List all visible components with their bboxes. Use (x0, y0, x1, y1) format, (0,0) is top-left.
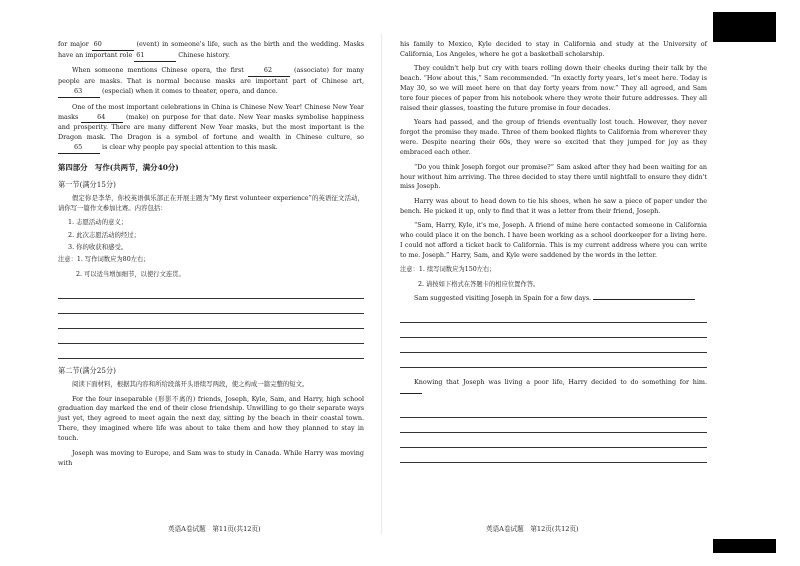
story-paragraph: Harry was about to head down to tie his shoes, when he saw a piece of paper under the bench. He picked it up, only to find that it was a letter from their friend, Joseph. (400, 196, 707, 215)
writing-line[interactable] (58, 329, 364, 344)
writing-line[interactable] (58, 284, 364, 299)
writing-line[interactable] (58, 344, 364, 359)
story-paragraph: Joseph was moving to Europe, and Sam was to study in Canada. While Harry was moving with (58, 448, 364, 467)
story-paragraph: Years had passed, and the group of friends eventually lost touch. However, they never forgot the promise they made. Three of them booked flights to California from wherever they were. Despite nearing their 60s, they were so excited that they jumped for joy as they embraced each other. (400, 118, 707, 157)
writing-line[interactable] (400, 308, 707, 323)
writing-line[interactable] (58, 314, 364, 329)
blank-63[interactable]: 63 (58, 87, 100, 98)
right-page (400, 40, 707, 463)
continuation-note-1: 注意：1. 续写词数应为150左右； (400, 266, 496, 274)
blank-62[interactable]: 62 (248, 66, 290, 77)
writing-line[interactable] (400, 323, 707, 338)
requirement-item: 3. 你的收获和感受。 (68, 243, 128, 252)
section1-note-2: 2. 可以适当增加细节，以使行文连贯。 (76, 270, 185, 278)
writing-line[interactable] (400, 433, 707, 448)
continuation-opening-2: Knowing that Joseph was living a poor life, Harry decided to do something for him. (400, 378, 707, 398)
writing-line[interactable] (400, 418, 707, 433)
continuation-opening-1: Sam suggested visiting Joseph in Spain for a few days. (400, 294, 707, 304)
paragraph-masks-events: for major 60 (event) in someone's life, such as the birth and the wedding. Masks have an important role 61 Chinese history. (58, 40, 364, 62)
section1-requirements (58, 218, 364, 253)
section1-title: 第一节(满分15分) (58, 179, 116, 189)
writing-line[interactable] (400, 448, 707, 463)
answer-blank[interactable] (593, 299, 695, 300)
writing-line[interactable] (400, 353, 707, 368)
blank-61[interactable]: 61 (134, 51, 176, 62)
answer-blank[interactable] (400, 393, 422, 394)
requirement-item: 1. 志愿活动的意义； (68, 218, 128, 227)
blank-64[interactable]: 64 (81, 113, 123, 124)
section1-note-1: 注意：1. 写作词数应为80左右； (58, 256, 150, 264)
section1-writing-lines[interactable] (58, 284, 364, 359)
story-paragraph: They couldn't help but cry with tears rolling down their cheeks during their talk by the beach. “How about this,” Sam recommended. “In exactly forty years, let's meet here. Today is May 30, so we will meet here on that day forty years from now.” They all agreed, and Sam tore four pieces of paper from his notebook where they wrote their future addresses. They all raised their glasses, toasting the future promise in four decades. (400, 64, 707, 113)
paragraph-chinese-opera: When someone mentions Chinese opera, the first 62 (associate) for many people are masks. That is normal because masks are important part of Chinese art, 63 (especial) when it comes to theater, opera, and dance. (58, 66, 364, 98)
blank-60[interactable]: 60 (92, 40, 134, 51)
story-paragraph: his family to Mexico, Kyle decided to stay in California and study at the University of California, Los Angeles, where he got a basketball scholarship. (400, 40, 707, 58)
continuation-note-2: 2. 请按如下格式在答题卡的相应位置作答。 (418, 280, 540, 288)
left-page (58, 40, 364, 473)
writing-line[interactable] (400, 403, 707, 418)
section2-prompt: 阅读下面材料，根据其内容和所给段落开头语续写两段，使之构成一篇完整的短文。 (72, 380, 309, 389)
story-paragraph: For the four inseparable (形影不离的) friends, Joseph, Kyle, Sam, and Harry, high school graduation day marked the end of their close friendship. Unwilling to go their separate ways just yet, they agreed to meet again the next day, sitting by the beach in their coastal town. There, they imagined where life was about to take them and how they planned to stay in touch. (58, 394, 364, 443)
scan-marker-top (713, 12, 776, 42)
section2-title: 第二节(满分25分) (58, 365, 116, 375)
right-page-footer: 英语A卷试题 第12页(共12页) (486, 525, 579, 533)
page-fold-line (381, 34, 382, 534)
writing-line[interactable] (400, 338, 707, 353)
paragraph-new-year: One of the most important celebrations in China is Chinese New Year! Chinese New Year masks 64 (make) on purpose for that date. New Year masks symbolise happiness and prosperity. There are many different New Year masks, but the most important is the Dragon mask. The Dragon is a symbol of fortune and wealth in Chinese culture, so 65 is clear why people pay special attention to this mask. (58, 103, 364, 155)
story-paragraph: “Sam, Harry, Kyle, it's me, Joseph. A friend of mine here contacted someone in California who could place it on the bench. I have been working as a school doorkeeper for a living here. I could not afford a ticket back to California. This is my current address where you can write to me. Joseph.” Harry, Sam, and Kyle were saddened by the words in the letter. (400, 221, 707, 260)
requirement-item: 2. 此次志愿活动的经过； (68, 230, 141, 239)
blank-65[interactable]: 65 (58, 143, 100, 154)
section1-prompt: 假定你是李华，你校英语俱乐部正在开展主题为“My first volunteer experience”的英语征文活动，请你写一篇作文参加比赛。内容包括： (58, 193, 364, 212)
continuation-lines-2[interactable] (400, 403, 707, 463)
part4-title: 第四部分 写作(共两节，满分40分) (58, 163, 179, 173)
writing-line[interactable] (58, 299, 364, 314)
story-paragraph: “Do you think Joseph forgot our promise?” Sam asked after they had been waiting for an hour without him arriving. The three decided to stay there until nightfall to ensure they didn't miss Joseph. (400, 162, 707, 191)
continuation-lines-1[interactable] (400, 308, 707, 368)
scan-marker-bottom (713, 539, 776, 553)
left-page-footer: 英语A卷试题 第11页(共12页) (168, 525, 261, 533)
